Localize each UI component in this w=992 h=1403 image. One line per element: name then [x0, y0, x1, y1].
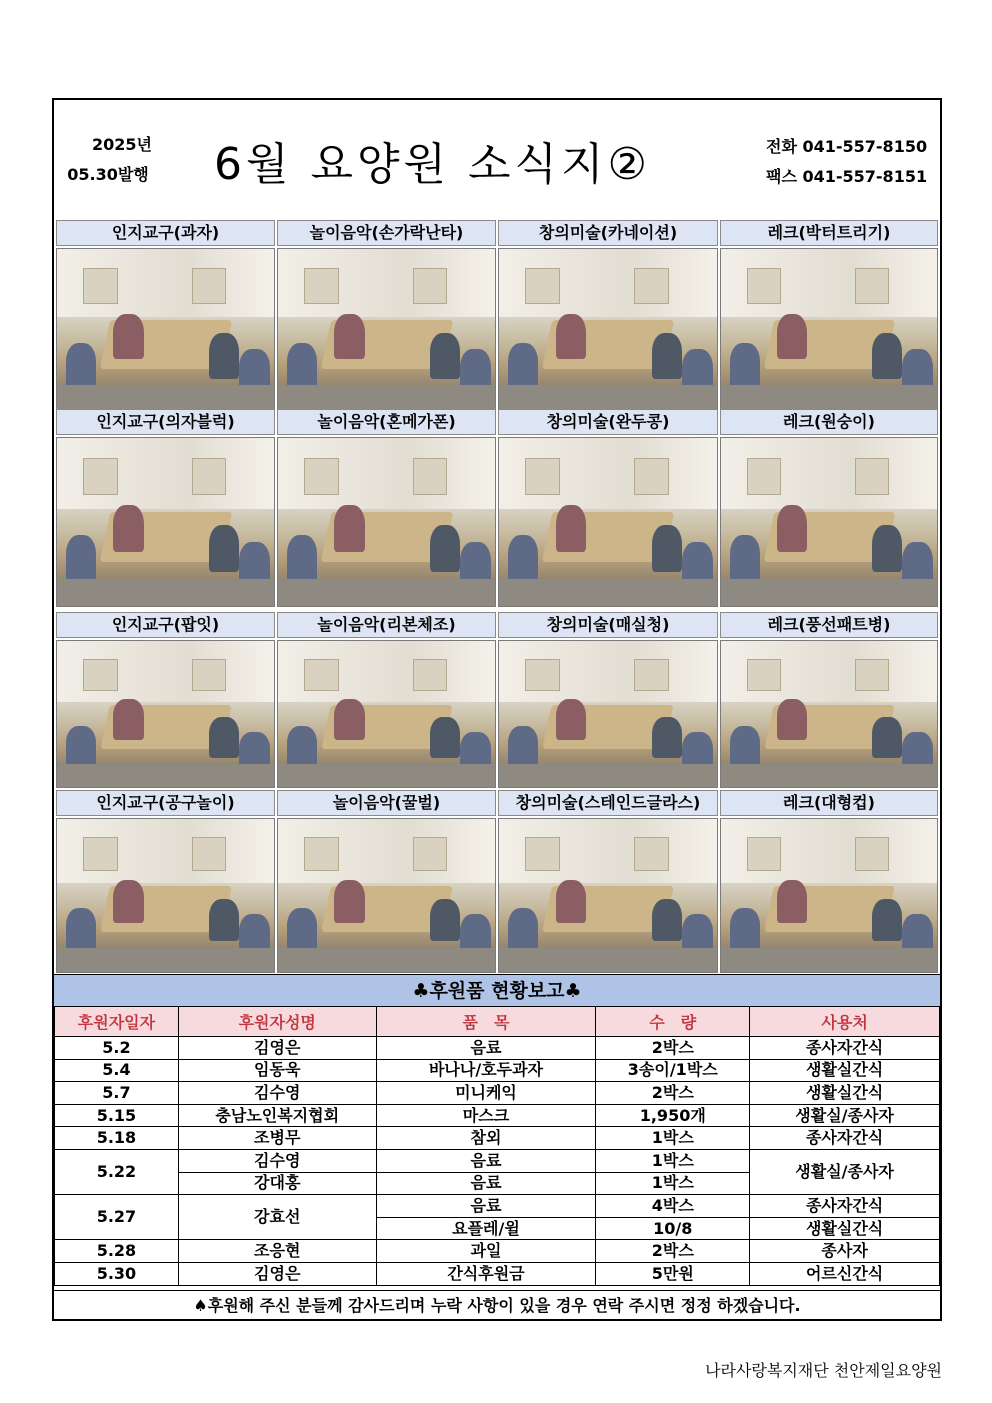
activity-photo [720, 248, 938, 412]
activity-photo [56, 248, 275, 412]
cell-donor: 김수영 [178, 1149, 376, 1172]
table-row [55, 1262, 940, 1285]
table-row [55, 1127, 940, 1150]
photo-shape [634, 458, 669, 495]
photo-shape [499, 579, 717, 606]
photo-caption: 레크(박터트리기) [720, 220, 938, 246]
photo-caption: 레크(대형컵) [720, 790, 938, 816]
photo-shape [334, 880, 364, 923]
activity-photo [720, 437, 938, 607]
photo-shape [83, 458, 118, 495]
photo-shape [634, 659, 669, 691]
photo-shape [721, 385, 937, 411]
cell-donor: 조병무 [178, 1127, 376, 1150]
photo-shape [556, 314, 587, 359]
photo-shape [525, 458, 560, 495]
photo-shape [113, 699, 143, 740]
issue-date: 05.30발행 [67, 165, 149, 184]
fax-number: 팩스 041-557-8151 [766, 167, 928, 186]
activity-photo [277, 640, 496, 788]
cell-date: 5.4 [55, 1059, 179, 1082]
photo-shape [872, 333, 902, 378]
cell-use: 종사자간식 [750, 1127, 940, 1150]
cell-item: 음료 [376, 1149, 596, 1172]
photo-caption: 놀이음악(손가락난타) [277, 220, 496, 246]
photo-shape [413, 268, 448, 304]
activity-photo [720, 818, 938, 973]
photo-shape [508, 535, 539, 582]
cell-donor: 조응현 [178, 1240, 376, 1263]
col-item: 품 목 [376, 1007, 596, 1037]
photo-shape [192, 659, 227, 691]
cell-date: 5.7 [55, 1082, 179, 1105]
col-donor: 후원자성명 [178, 1007, 376, 1037]
photo-shape [872, 899, 902, 942]
cell-item: 요플레/윌 [376, 1217, 596, 1240]
photo-caption: 놀이음악(혼메가폰) [277, 409, 496, 435]
cell-item: 간식후원금 [376, 1262, 596, 1285]
cell-item: 과일 [376, 1240, 596, 1263]
photo-shape [747, 659, 782, 691]
photo-shape [499, 385, 717, 411]
photo-shape [777, 314, 807, 359]
photo-shape [855, 268, 890, 304]
cell-qty: 4박스 [596, 1195, 750, 1218]
table-row [55, 1082, 940, 1105]
activity-photo [56, 818, 275, 973]
photo-shape [287, 726, 317, 767]
photo-shape [508, 726, 539, 767]
photo-shape [192, 268, 227, 304]
activity-photo [56, 437, 275, 607]
activity-photo [498, 437, 718, 607]
cell-use: 생활실/종사자 [750, 1149, 940, 1194]
photo-shape [287, 535, 317, 582]
cell-donor: 김영은 [178, 1262, 376, 1285]
photo-shape [652, 899, 683, 942]
cell-use: 생활실간식 [750, 1059, 940, 1082]
photo-shape [747, 458, 782, 495]
table-row [55, 1195, 940, 1218]
photo-caption: 창의미술(스테인드글라스) [498, 790, 718, 816]
photo-caption: 인지교구(의자블럭) [56, 409, 275, 435]
photo-shape [721, 579, 937, 606]
cell-qty: 2박스 [596, 1240, 750, 1263]
col-use: 사용처 [750, 1007, 940, 1037]
photo-shape [57, 764, 274, 787]
donation-table [54, 1006, 940, 1286]
photo-shape [499, 764, 717, 787]
table-row [55, 1037, 940, 1060]
photo-shape [66, 908, 96, 951]
photo-shape [113, 505, 143, 552]
photo-shape [113, 880, 143, 923]
photo-shape [66, 343, 96, 388]
photo-shape [83, 268, 118, 304]
cell-qty: 10/8 [596, 1217, 750, 1240]
photo-shape [334, 699, 364, 740]
cell-use: 생활실간식 [750, 1082, 940, 1105]
cell-donor: 김수영 [178, 1082, 376, 1105]
table-header-row [55, 1007, 940, 1037]
photo-shape [66, 535, 96, 582]
photo-shape [192, 458, 227, 495]
cell-use: 종사자 [750, 1240, 940, 1263]
activity-photo [498, 640, 718, 788]
activity-photo [498, 248, 718, 412]
photo-shape [113, 314, 143, 359]
cell-qty: 2박스 [596, 1082, 750, 1105]
cell-date: 5.27 [55, 1195, 179, 1240]
photo-shape [634, 837, 669, 871]
photo-shape [525, 659, 560, 691]
photo-shape [83, 837, 118, 871]
photo-shape [872, 525, 902, 572]
cell-qty: 1박스 [596, 1172, 750, 1195]
photo-shape [57, 385, 274, 411]
organization-name: 나라사랑복지재단 천안제일요양원 [705, 1361, 942, 1380]
photo-shape [430, 717, 460, 758]
photo-shape [209, 333, 239, 378]
photo-shape [304, 268, 339, 304]
photo-shape [304, 458, 339, 495]
photo-shape [652, 333, 683, 378]
photo-shape [209, 525, 239, 572]
table-row [55, 1104, 940, 1127]
cell-qty: 1박스 [596, 1127, 750, 1150]
cell-date: 5.30 [55, 1262, 179, 1285]
photo-shape [777, 880, 807, 923]
photo-shape [556, 880, 587, 923]
cell-qty: 3송이/1박스 [596, 1059, 750, 1082]
cell-donor: 강효선 [178, 1195, 376, 1240]
cell-qty: 1박스 [596, 1149, 750, 1172]
photo-caption: 놀이음악(리본체조) [277, 612, 496, 638]
photo-shape [525, 268, 560, 304]
photo-shape [334, 505, 364, 552]
col-qty: 수 량 [596, 1007, 750, 1037]
photo-shape [855, 837, 890, 871]
photo-shape [721, 948, 937, 972]
photo-shape [430, 525, 460, 572]
table-row [55, 1240, 940, 1263]
photo-caption: 놀이음악(꿀벌) [277, 790, 496, 816]
photo-shape [747, 837, 782, 871]
table-row [55, 1149, 940, 1172]
photo-shape [855, 659, 890, 691]
table-row [55, 1059, 940, 1082]
cell-item: 참외 [376, 1127, 596, 1150]
photo-caption: 인지교구(과자) [56, 220, 275, 246]
cell-use: 생활실/종사자 [750, 1104, 940, 1127]
activity-photo [720, 640, 938, 788]
cell-qty: 1,950개 [596, 1104, 750, 1127]
issue-year: 2025년 [92, 135, 152, 154]
cell-use: 종사자간식 [750, 1195, 940, 1218]
cell-qty: 2박스 [596, 1037, 750, 1060]
thank-you-note: ♠후원해 주신 분들께 감사드리며 누락 사항이 있을 경우 연락 주시면 정정 하겠습니다. [54, 1290, 940, 1319]
photo-shape [556, 699, 587, 740]
photo-shape [721, 764, 937, 787]
photo-shape [730, 908, 760, 951]
photo-shape [855, 458, 890, 495]
photo-shape [287, 343, 317, 388]
photo-shape [413, 659, 448, 691]
activity-photo [277, 437, 496, 607]
activity-photo [498, 818, 718, 973]
photo-shape [525, 837, 560, 871]
photo-shape [209, 717, 239, 758]
cell-use: 종사자간식 [750, 1037, 940, 1060]
photo-caption: 창의미술(카네이션) [498, 220, 718, 246]
cell-donor: 충남노인복지협회 [178, 1104, 376, 1127]
activity-photo [56, 640, 275, 788]
photo-shape [430, 333, 460, 378]
photo-shape [499, 948, 717, 972]
newsletter-frame [52, 98, 942, 1321]
photo-caption: 창의미술(매실청) [498, 612, 718, 638]
cell-date: 5.15 [55, 1104, 179, 1127]
photo-shape [278, 385, 495, 411]
photo-caption: 인지교구(팝잇) [56, 612, 275, 638]
photo-shape [278, 948, 495, 972]
cell-donor: 임동욱 [178, 1059, 376, 1082]
donation-report-title: ♣후원품 현황보고♣ [54, 974, 940, 1006]
photo-shape [334, 314, 364, 359]
photo-shape [57, 948, 274, 972]
photo-shape [430, 899, 460, 942]
photo-shape [730, 726, 760, 767]
photo-shape [83, 659, 118, 691]
photo-shape [652, 717, 683, 758]
photo-shape [413, 837, 448, 871]
photo-caption: 창의미술(완두콩) [498, 409, 718, 435]
photo-shape [508, 908, 539, 951]
col-date: 후원자일자 [55, 1007, 179, 1037]
cell-item: 음료 [376, 1172, 596, 1195]
cell-item: 바나나/호두과자 [376, 1059, 596, 1082]
photo-shape [209, 899, 239, 942]
activity-photo [277, 818, 496, 973]
photo-shape [278, 764, 495, 787]
photo-caption: 인지교구(공구놀이) [56, 790, 275, 816]
cell-use: 생활실간식 [750, 1217, 940, 1240]
photo-shape [634, 268, 669, 304]
photo-shape [287, 908, 317, 951]
photo-shape [304, 659, 339, 691]
cell-qty: 5만원 [596, 1262, 750, 1285]
photo-shape [652, 525, 683, 572]
photo-caption: 레크(풍선패트병) [720, 612, 938, 638]
activity-photo [277, 248, 496, 412]
cell-donor: 김영은 [178, 1037, 376, 1060]
newsletter-header [54, 100, 940, 220]
photo-shape [66, 726, 96, 767]
cell-date: 5.22 [55, 1149, 179, 1194]
cell-date: 5.2 [55, 1037, 179, 1060]
cell-item: 미니케익 [376, 1082, 596, 1105]
photo-shape [304, 837, 339, 871]
photo-shape [508, 343, 539, 388]
cell-item: 음료 [376, 1195, 596, 1218]
photo-shape [872, 717, 902, 758]
cell-date: 5.28 [55, 1240, 179, 1263]
photo-shape [730, 343, 760, 388]
photo-caption: 레크(원숭이) [720, 409, 938, 435]
cell-use: 어르신간식 [750, 1262, 940, 1285]
photo-shape [556, 505, 587, 552]
photo-shape [192, 837, 227, 871]
photo-shape [730, 535, 760, 582]
phone-number: 전화 041-557-8150 [766, 137, 928, 156]
cell-donor: 강대홍 [178, 1172, 376, 1195]
cell-item: 음료 [376, 1037, 596, 1060]
cell-date: 5.18 [55, 1127, 179, 1150]
cell-item: 마스크 [376, 1104, 596, 1127]
photo-shape [777, 505, 807, 552]
photo-shape [57, 579, 274, 606]
photo-shape [413, 458, 448, 495]
photo-shape [747, 268, 782, 304]
page-title: 6월 요양원 소식지② [214, 139, 651, 190]
photo-shape [278, 579, 495, 606]
photo-shape [777, 699, 807, 740]
